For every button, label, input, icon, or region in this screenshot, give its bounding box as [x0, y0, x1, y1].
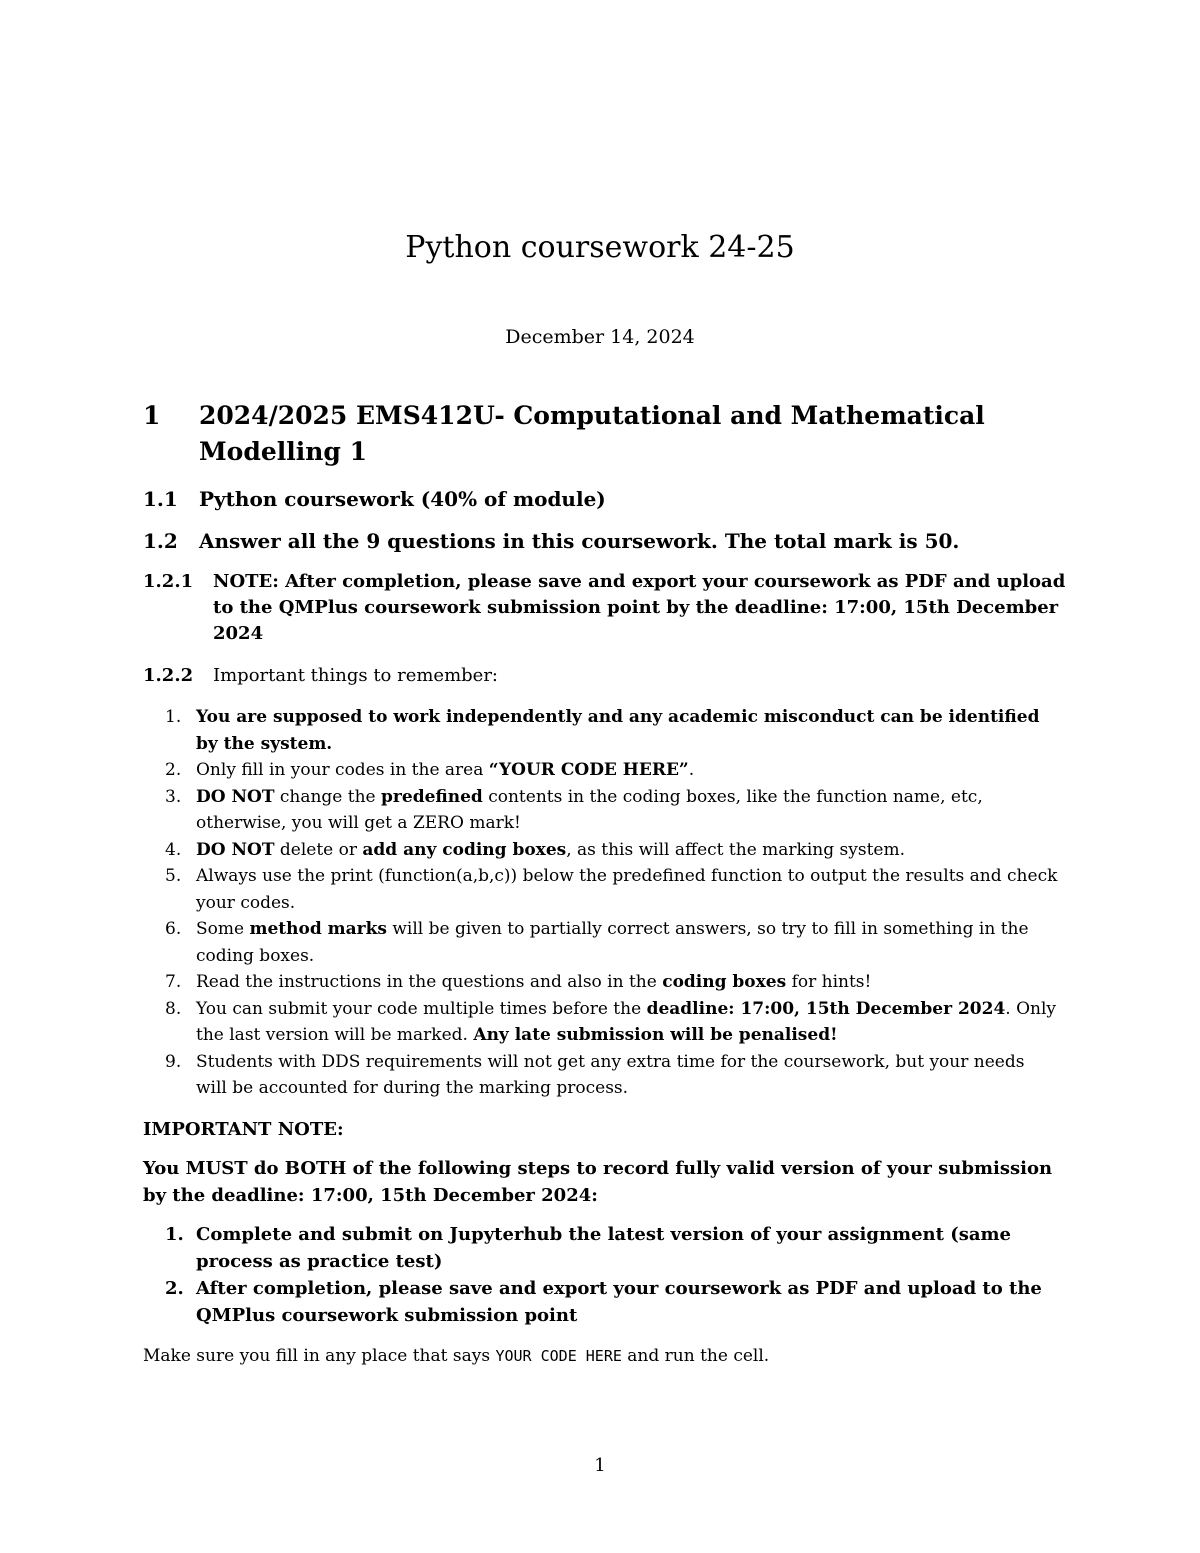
submission-steps-list — [143, 1221, 1060, 1329]
list-item-text: method marks — [249, 919, 387, 939]
section-1-2-1-heading — [143, 569, 1073, 647]
document-title: Python coursework 24-25 — [405, 230, 795, 265]
section-title: Answer all the 9 questions in this coursework. The total mark is 50. — [199, 529, 960, 553]
section-1-heading — [143, 398, 1073, 470]
list-item-text: coding boxes — [662, 972, 787, 992]
list-item-number: 7. — [165, 972, 182, 992]
list-item — [143, 969, 1060, 996]
list-item — [143, 784, 1060, 837]
list-item-number: 5. — [165, 866, 182, 886]
section-1-1-heading — [143, 486, 1073, 513]
list-item — [143, 837, 1060, 864]
list-item-text: Read the instructions in the questions and also in the — [196, 972, 663, 992]
list-item — [143, 916, 1060, 969]
list-item-number: 4. — [165, 839, 182, 860]
list-item-text: Always use the print (function(a,b,c)) below the predefined function to output the results and check your codes. — [196, 866, 1058, 913]
list-item-text: predefined — [381, 786, 483, 807]
list-item-number: 2. — [165, 1278, 184, 1299]
list-item-number: 3. — [165, 786, 182, 807]
list-item-text: Any late submission will be penalised! — [473, 1025, 838, 1045]
list-item — [143, 704, 1060, 757]
list-item-text: Students with DDS requirements will not get any extra time for the coursework, but your needs will be accounted for during the marking process. — [196, 1051, 1025, 1098]
list-item-text: delete or — [274, 839, 363, 860]
list-item-text: deadline: 17:00, 15th December 2024 — [646, 998, 1006, 1019]
list-item — [143, 863, 1060, 916]
important-note-intro: You MUST do BOTH of the following steps to record fully valid version of your submission by the deadline: 17:00, 15th December 2024: — [143, 1158, 1053, 1206]
closing-note — [143, 1343, 1060, 1370]
list-item-text: add any coding boxes — [362, 839, 567, 860]
list-item-text: will be given to partially correct answers, so try to fill in something in the coding boxes. — [196, 919, 1029, 966]
list-item-text: Some — [196, 919, 250, 939]
list-item-text: You are supposed to work independently and any academic misconduct can be identified by the system. — [196, 707, 1040, 754]
list-item-number: 1. — [165, 707, 182, 727]
section-number: 1.2.1 — [143, 571, 194, 592]
list-item-text: . — [688, 760, 695, 780]
list-item-number: 9. — [165, 1051, 182, 1072]
list-item-text: contents in the coding boxes, like the function name, etc, otherwise, you will get a ZERO mark! — [196, 786, 983, 833]
list-item — [143, 1275, 1060, 1329]
closing-code: YOUR CODE HERE — [495, 1347, 622, 1365]
section-1-2-heading — [143, 528, 1073, 555]
list-item-text: “YOUR CODE HERE” — [488, 760, 689, 780]
list-item-text: change the — [274, 786, 382, 807]
list-item-number: 6. — [165, 919, 182, 939]
page-number: 1 — [594, 1455, 606, 1476]
section-number: 1.2 — [143, 529, 178, 553]
list-item-number: 8. — [165, 998, 182, 1019]
important-note-heading: IMPORTANT NOTE: — [143, 1119, 344, 1140]
list-item — [143, 996, 1060, 1049]
closing-text-after: and run the cell. — [621, 1346, 770, 1366]
section-text: Important things to remember: — [213, 665, 498, 686]
section-1-2-2-heading — [143, 663, 1073, 689]
section-number: 1 — [143, 401, 161, 430]
list-item — [143, 757, 1060, 784]
list-item-number: 1. — [165, 1224, 184, 1245]
list-item-text: . Only the last version will be marked. — [196, 998, 1057, 1045]
section-number: 1.1 — [143, 487, 178, 511]
list-item-text: Complete and submit on Jupyterhub the latest version of your assignment (same process as practice test) — [196, 1224, 1012, 1272]
list-item-text: for hints! — [786, 972, 872, 992]
section-number: 1.2.2 — [143, 665, 194, 686]
section-title: Python coursework (40% of module) — [199, 487, 606, 511]
list-item-text: DO NOT — [196, 839, 275, 860]
list-item-number: 2. — [165, 760, 182, 780]
section-title: 2024/2025 EMS412U- Computational and Mathematical Modelling 1 — [199, 401, 985, 466]
list-item-text: DO NOT — [196, 786, 275, 807]
list-item-text: Only fill in your codes in the area — [196, 760, 489, 780]
closing-text-before: Make sure you fill in any place that says — [143, 1346, 496, 1366]
list-item-text: After completion, please save and export your coursework as PDF and upload to the QMPlus coursework submission point — [196, 1278, 1042, 1326]
section-text: NOTE: After completion, please save and export your coursework as PDF and upload to the QMPlus coursework submission point by the deadline: 17:00, 15th December 2024 — [213, 571, 1066, 644]
document-date: December 14, 2024 — [505, 326, 695, 348]
list-item — [143, 1221, 1060, 1275]
remember-list — [143, 704, 1060, 1102]
list-item — [143, 1049, 1060, 1102]
list-item-text: You can submit your code multiple times before the — [196, 998, 647, 1019]
list-item-text: , as this will affect the marking system. — [566, 839, 905, 860]
